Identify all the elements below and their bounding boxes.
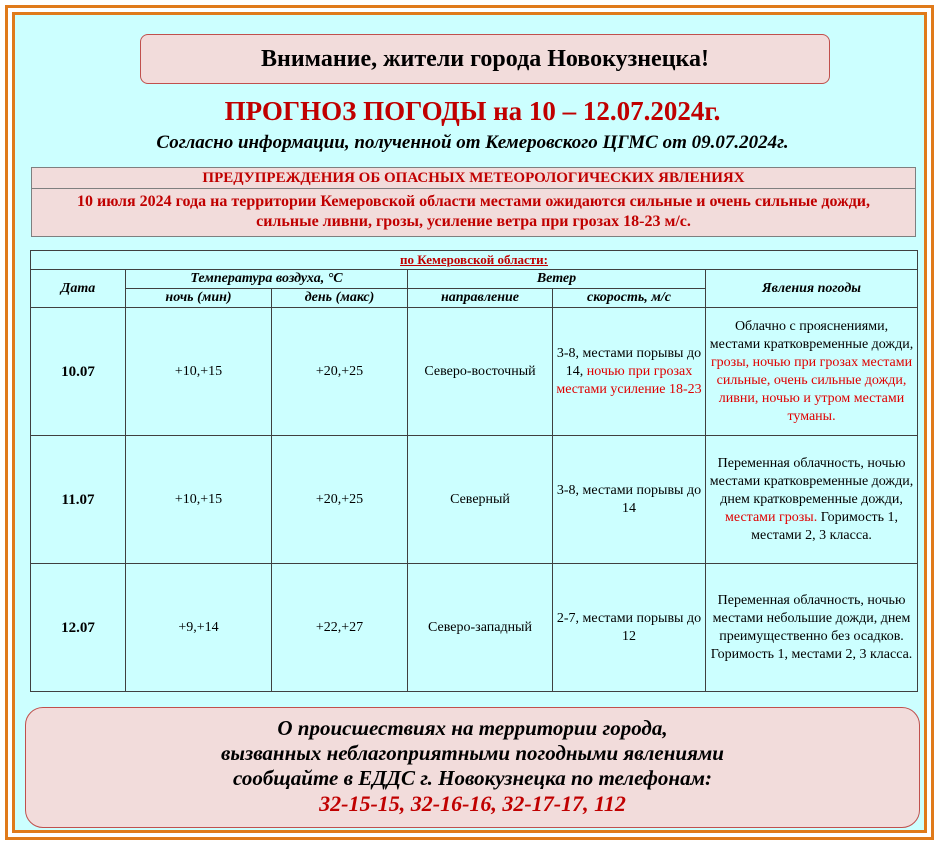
header-wind-speed: скорость, м/с bbox=[553, 289, 706, 308]
row-wind-direction: Северо-западный bbox=[408, 564, 553, 692]
row-wind-speed bbox=[553, 564, 706, 692]
contact-phones: 32-15-15, 32-16-16, 32-17-17, 112 bbox=[319, 791, 626, 816]
phenomena-fire-class: Горимость 1, местами 2, 3 класса. bbox=[751, 509, 898, 543]
region-row bbox=[31, 251, 918, 270]
header-temperature: Температура воздуха, °С bbox=[126, 270, 408, 289]
row-date: 11.07 bbox=[31, 436, 126, 564]
header-temp-day: день (макс) bbox=[272, 289, 408, 308]
contact-line-1: О происшествиях на территории города, bbox=[277, 716, 668, 740]
source-line: Согласно информации, полученной от Кемеровского ЦГМС от 09.07.2024г. bbox=[156, 132, 789, 153]
header-wind-direction: направление bbox=[408, 289, 553, 308]
table-row bbox=[31, 436, 918, 564]
row-temp-night: +10,+15 bbox=[126, 308, 272, 436]
header-row-1 bbox=[31, 270, 918, 289]
contact-line-3: сообщайте в ЕДДС г. Новокузнецка по телефонам: bbox=[233, 766, 712, 790]
phenomena-warning: грозы, ночью при грозах местами сильные, очень сильные дожди, ливни, ночью и утром местами туманы. bbox=[710, 354, 913, 424]
contact-box bbox=[25, 707, 920, 828]
warning-text: 10 июля 2024 года на территории Кемеровской области местами ожидаются сильные и очень сильные дожди, сильные ливни, грозы, усиление ветра при грозах 18-23 м/с. bbox=[76, 193, 871, 230]
row-temp-day: +22,+27 bbox=[272, 564, 408, 692]
warning-heading: ПРЕДУПРЕЖДЕНИЯ ОБ ОПАСНЫХ МЕТЕОРОЛОГИЧЕСКИХ ЯВЛЕНИЯХ bbox=[32, 168, 915, 189]
attention-banner bbox=[140, 34, 830, 84]
wind-speed-text: 3-8, местами порывы до 14 bbox=[556, 482, 702, 516]
header-date: Дата bbox=[31, 270, 126, 308]
phenomena-fire-class: Горимость 1, местами 2, 3 класса. bbox=[710, 646, 913, 662]
row-wind-speed bbox=[553, 436, 706, 564]
wind-speed-text: 2-7, местами порывы до 12 bbox=[556, 610, 702, 644]
row-temp-day: +20,+25 bbox=[272, 308, 408, 436]
forecast-table bbox=[30, 250, 918, 692]
header-phenomena: Явления погоды bbox=[706, 270, 918, 308]
phenomena-text: Переменная облачность, ночью местами кратковременные дожди, днем кратковременные дожди, bbox=[709, 455, 914, 507]
warning-box bbox=[31, 167, 916, 237]
row-date: 12.07 bbox=[31, 564, 126, 692]
row-phenomena bbox=[706, 308, 918, 436]
row-temp-night: +10,+15 bbox=[126, 436, 272, 564]
phenomena-text: Переменная облачность, ночью местами небольшие дожди, днем преимущественно без осадков. bbox=[712, 592, 911, 644]
row-temp-day: +20,+25 bbox=[272, 436, 408, 564]
row-phenomena bbox=[706, 436, 918, 564]
phenomena-warning: местами грозы. bbox=[725, 509, 818, 525]
row-wind-direction: Северо-восточный bbox=[408, 308, 553, 436]
forecast-title: ПРОГНОЗ ПОГОДЫ на 10 – 12.07.2024г. bbox=[224, 96, 721, 126]
table-row bbox=[31, 564, 918, 692]
wind-speed-text: 3-8, местами порывы до 14, bbox=[556, 345, 702, 379]
attention-text: Внимание, жители города Новокузнецка! bbox=[261, 45, 709, 72]
row-phenomena bbox=[706, 564, 918, 692]
row-wind-direction: Северный bbox=[408, 436, 553, 564]
header-temp-night: ночь (мин) bbox=[126, 289, 272, 308]
header-wind: Ветер bbox=[408, 270, 706, 289]
wind-speed-warning: ночью при грозах местами усиление 18-23 bbox=[556, 363, 702, 397]
contact-line-2: вызванных неблагоприятными погодными явлениями bbox=[221, 741, 724, 765]
row-wind-speed bbox=[553, 308, 706, 436]
table-row bbox=[31, 308, 918, 436]
row-date: 10.07 bbox=[31, 308, 126, 436]
region-label: по Кемеровской области: bbox=[31, 251, 918, 270]
phenomena-text: Облачно с прояснениями, местами кратковременные дожди, bbox=[709, 318, 914, 352]
row-temp-night: +9,+14 bbox=[126, 564, 272, 692]
